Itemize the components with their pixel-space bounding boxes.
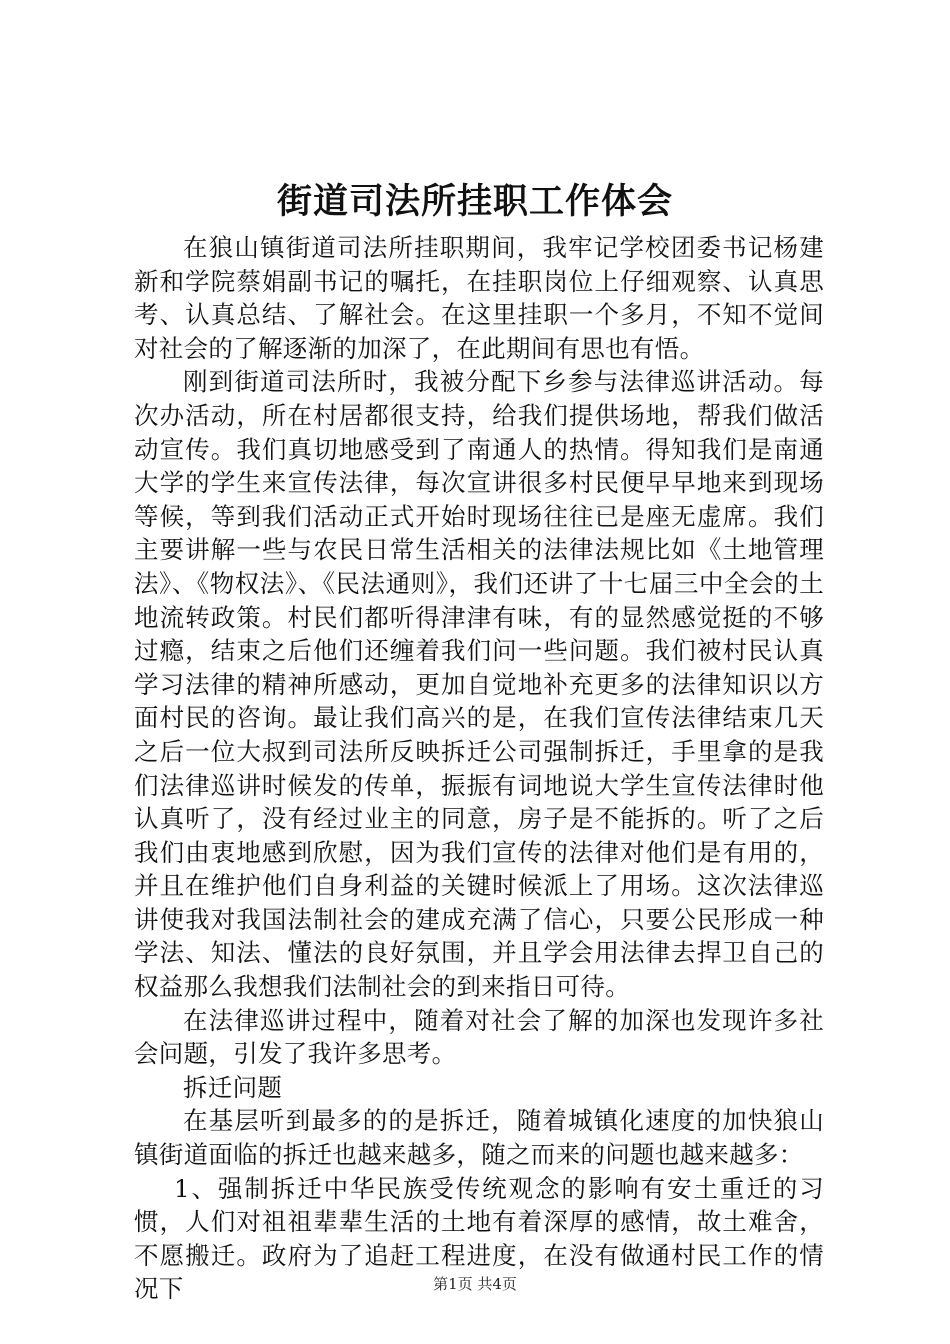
section-heading-demolition: 拆迁问题 bbox=[183, 1072, 283, 1102]
document-body bbox=[134, 231, 824, 1306]
paragraph-intro: 在狼山镇街道司法所挂职期间，我牢记学校团委书记杨建新和学院蔡娟副书记的嘱托，在挂职岗位上仔细观察、认真思考、认真总结、了解社会。在这里挂职一个多月，不知不觉间对社会的了解逐渐的加深了，在此期间有思也有悟。 bbox=[134, 233, 824, 363]
paragraph-social-issues: 在法律巡讲过程中，随着对社会了解的加深也发现许多社会问题，引发了我许多思考。 bbox=[134, 1005, 824, 1069]
paragraph-demolition-intro: 在基层听到最多的的是拆迁，随着城镇化速度的加快狼山镇街道面临的拆迁也越来越多，随之而来的问题也越来越多： bbox=[134, 1106, 824, 1170]
document-title: 街道司法所挂职工作体会 bbox=[276, 181, 673, 222]
page-number-footer: 第1页 共4页 bbox=[433, 1275, 517, 1293]
list-item-forced-demolition: 1、强制拆迁中华民族受传统观念的影响有安土重迁的习惯，人们对祖祖辈辈生活的土地有着深厚的感情，故土难舍，不愿搬迁。政府为了追赶工程进度，在没有做通村民工作的情况下 bbox=[134, 1173, 824, 1304]
paragraph-law-tour: 刚到街道司法所时，我被分配下乡参与法律巡讲活动。每次办活动，所在村居都很支持，给我们提供场地，帮我们做活动宣传。我们真切地感受到了南通人的热情。得知我们是南通大学的学生来宣传法律，每次宣讲很多村民便早早地来到现场等候，等到我们活动正式开始时现场往往已是座无虚席。我们主要讲解一些与农民日常生活相关的法律法规比如《土地管理法》、《物权法》、《民法通则》，我们还讲了十七届三中全会的土地流转政策。村民们都听得津津有味，有的显然感觉挺的不够过瘾，结束之后他们还缠着我们问一些问题。我们被村民认真学习法律的精神所感动，更加自觉地补充更多的法律知识以方面村民的咨询。最让我们高兴的是，在我们宣传法律结束几天之后一位大叔到司法所反映拆迁公司强制拆迁，手里拿的是我们法律巡讲时候发的传单，振振有词地说大学生宣传法律时他认真听了，没有经过业主的同意，房子是不能拆的。听了之后我们由衷地感到欣慰，因为我们宣传的法律对他们是有用的，并且在维护他们自身利益的关键时候派上了用场。这次法律巡讲使我对我国法制社会的建成充满了信心，只要公民形成一种学法、知法、懂法的良好氛围，并且学会用法律去捍卫自己的权益那么我想我们法制社会的到来指日可待。 bbox=[134, 367, 824, 1002]
